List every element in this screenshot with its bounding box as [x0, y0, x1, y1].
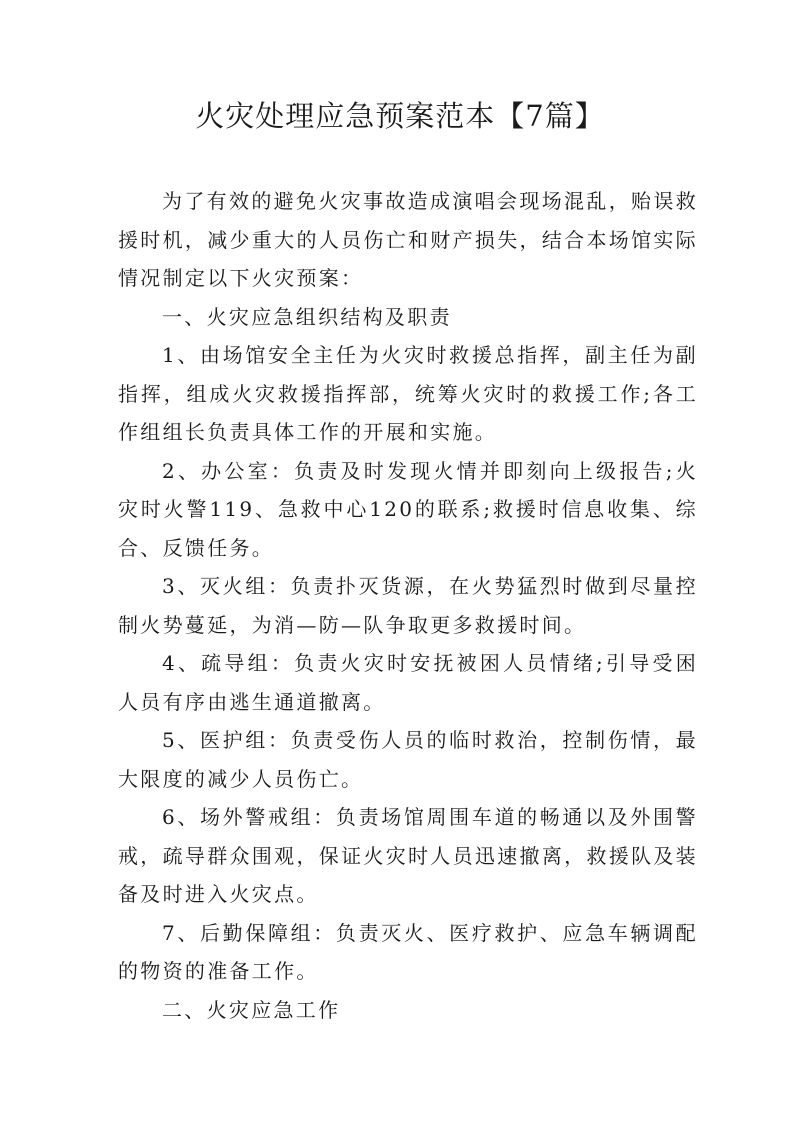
document-body [118, 182, 698, 1029]
section-heading-2: 二、火灾应急工作 [162, 997, 341, 1022]
list-item: 4、疏导组：负责火灾时安抚被困人员情绪;引导受困人员有序由逃生通道撤离。 [118, 651, 698, 714]
list-item: 1、由场馆安全主任为火灾时救援总指挥，副主任为副指挥，组成火灾救援指挥部，统筹火灾时的救援工作;各工作组组长负责具体工作的开展和实施。 [118, 343, 698, 444]
list-item: 5、医护组：负责受伤人员的临时救治，控制伤情，最大限度的减少人员伤亡。 [118, 728, 698, 791]
list-item: 3、灭火组：负责扑灭货源，在火势猛烈时做到尽量控制火势蔓延，为消—防—队争取更多救援时间。 [118, 574, 698, 637]
section-heading-1: 一、火灾应急组织结构及职责 [162, 304, 452, 329]
list-item: 6、场外警戒组：负责场馆周围车道的畅通以及外围警戒，疏导群众围观，保证火灾时人员迅速撤离，救援队及装备及时进入火灾点。 [118, 805, 698, 906]
intro-paragraph: 为了有效的避免火灾事故造成演唱会现场混乱，贻误救援时机，减少重大的人员伤亡和财产损失，结合本场馆实际情况制定以下火灾预案： [118, 189, 698, 290]
list-item: 2、办公室：负责及时发现火情并即刻向上级报告;火灾时火警119、急救中心120的联系;救援时信息收集、综合、反馈任务。 [118, 458, 698, 560]
list-item: 7、后勤保障组：负责灭火、医疗救护、应急车辆调配的物资的准备工作。 [118, 920, 698, 983]
document-title: 火灾处理应急预案范本【7篇】 [195, 99, 605, 133]
